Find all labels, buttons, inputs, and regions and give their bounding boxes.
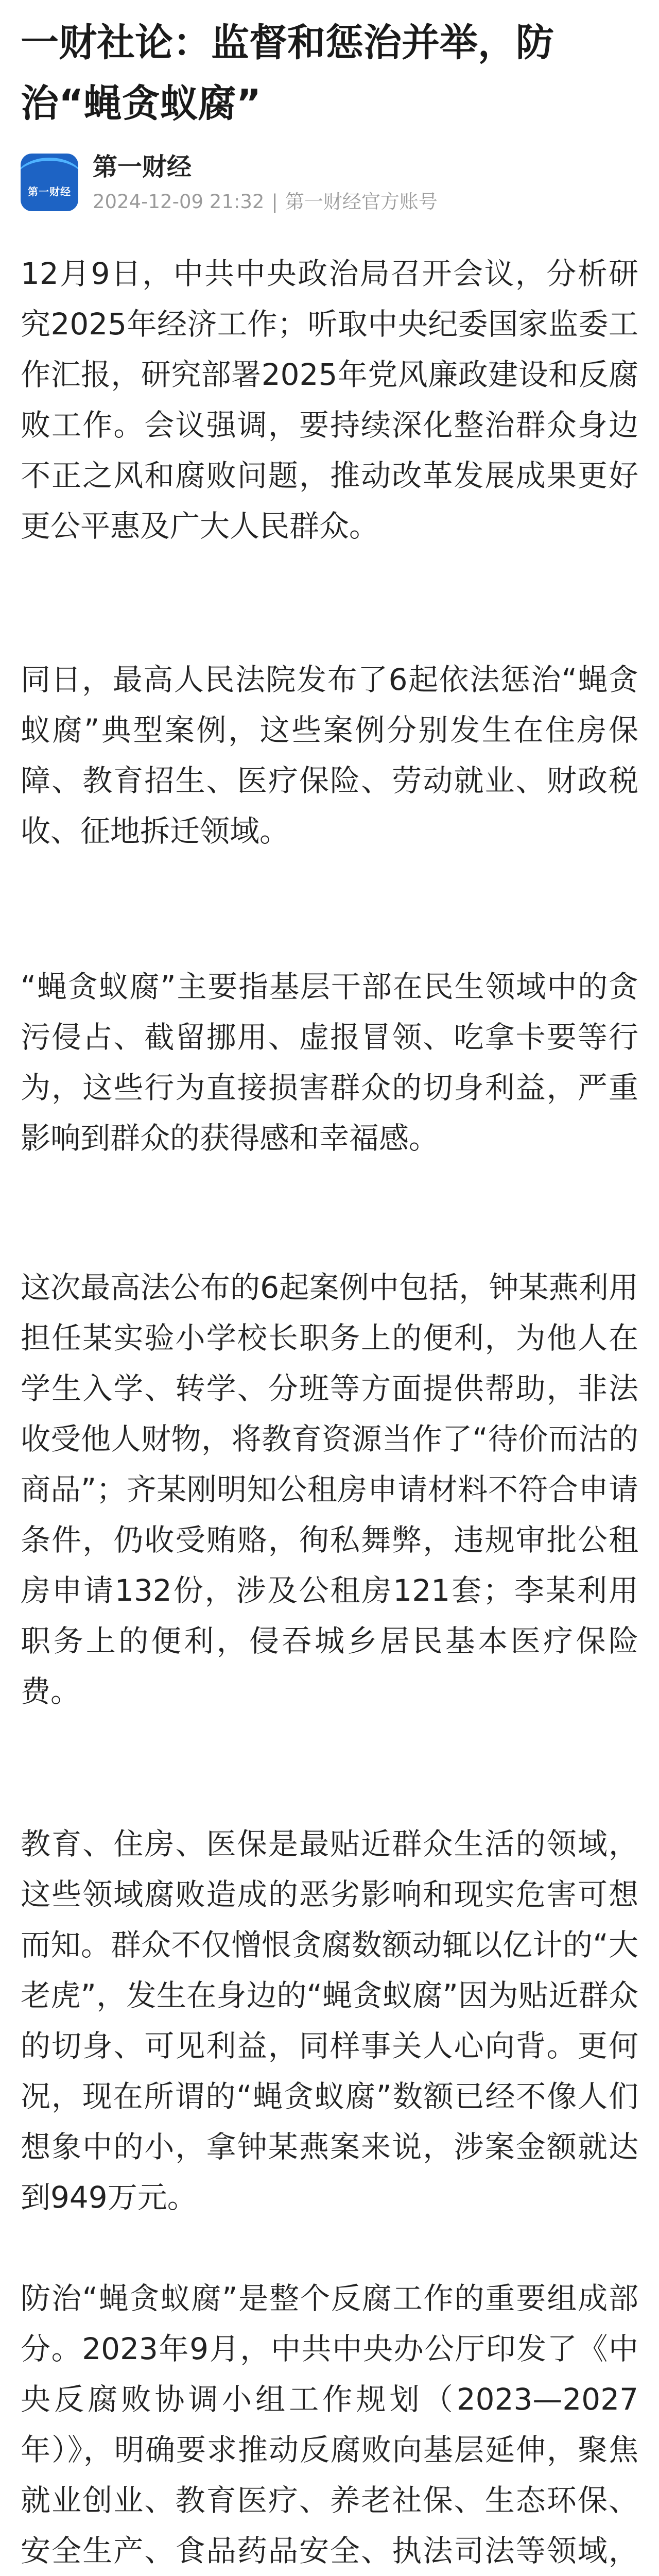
paragraph: 12月9日，中共中央政治局召开会议，分析研究2025年经济工作；听取中央纪委国家监委工作汇报，研究部署2025年党风廉政建设和反腐败工作。会议强调，要持续深化整治群众身边不正之风和腐败问题，推动改革发展成果更好更公平惠及广大人民群众。 (21, 256, 638, 544)
paragraph: 同日，最高人民法院发布了6起依法惩治“蝇贪蚁腐”典型案例，这些案例分别发生在住房保障、教育招生、医疗保险、劳动就业、财政税收、征地拆迁领域。 (21, 662, 638, 849)
paragraph: 防治“蝇贪蚁腐”是整个反腐工作的重要组成部分。2023年9月，中共中央办公厅印发了《中央反腐败协调小组工作规划（2023—2027年）》，明确要求推动反腐败向基层延伸，聚焦就业创业、教育医疗、养老社保、生态环保、安全生产、食品药品安全、执法司法等领域， (21, 2281, 638, 2568)
publish-date: 2024-12-09 21:32 (93, 191, 265, 213)
article-title: 一财社论：监督和惩治并举，防治“蝇贪蚁腐” (21, 21, 554, 126)
paragraph: 教育、住房、医保是最贴近群众生活的领域，这些领域腐败造成的恶劣影响和现实危害可想而知。群众不仅憎恨贪腐数额动辄以亿计的“大老虎”，发生在身边的“蝇贪蚁腐”因为贴近群众的切身、可见利益，同样事关人心向背。更何况，现在所谓的“蝇贪蚁腐”数额已经不像人们想象中的小，拿钟某燕案来说，涉案金额就达到949万元。 (21, 1826, 638, 2215)
author-bar[interactable] (21, 148, 638, 217)
author-meta (93, 190, 438, 214)
avatar-logo-text: 第一财经 (28, 185, 71, 198)
paragraph: “蝇贪蚁腐”主要指基层干部在民生领域中的贪污侵占、截留挪用、虚报冒领、吃拿卡要等行为，这些行为直接损害群众的切身利益，严重影响到群众的获得感和幸福感。 (21, 969, 638, 1156)
account-label: 第一财经官方账号 (285, 191, 438, 213)
author-avatar[interactable] (21, 154, 78, 211)
paragraph: 这次最高法公布的6起案例中包括，钟某燕利用担任某实验小学校长职务上的便利，为他人在学生入学、转学、分班等方面提供帮助，非法收受他人财物，将教育资源当作了“待价而沽的商品”；齐某刚明知公租房申请材料不符合申请条件，仍收受贿赂，徇私舞弊，违规审批公租房申请132份，涉及公租房121套；李某利用职务上的便利，侵吞城乡居民基本医疗保险费。 (21, 1270, 638, 1709)
author-name[interactable]: 第一财经 (93, 152, 192, 181)
meta-separator: | (271, 191, 278, 213)
